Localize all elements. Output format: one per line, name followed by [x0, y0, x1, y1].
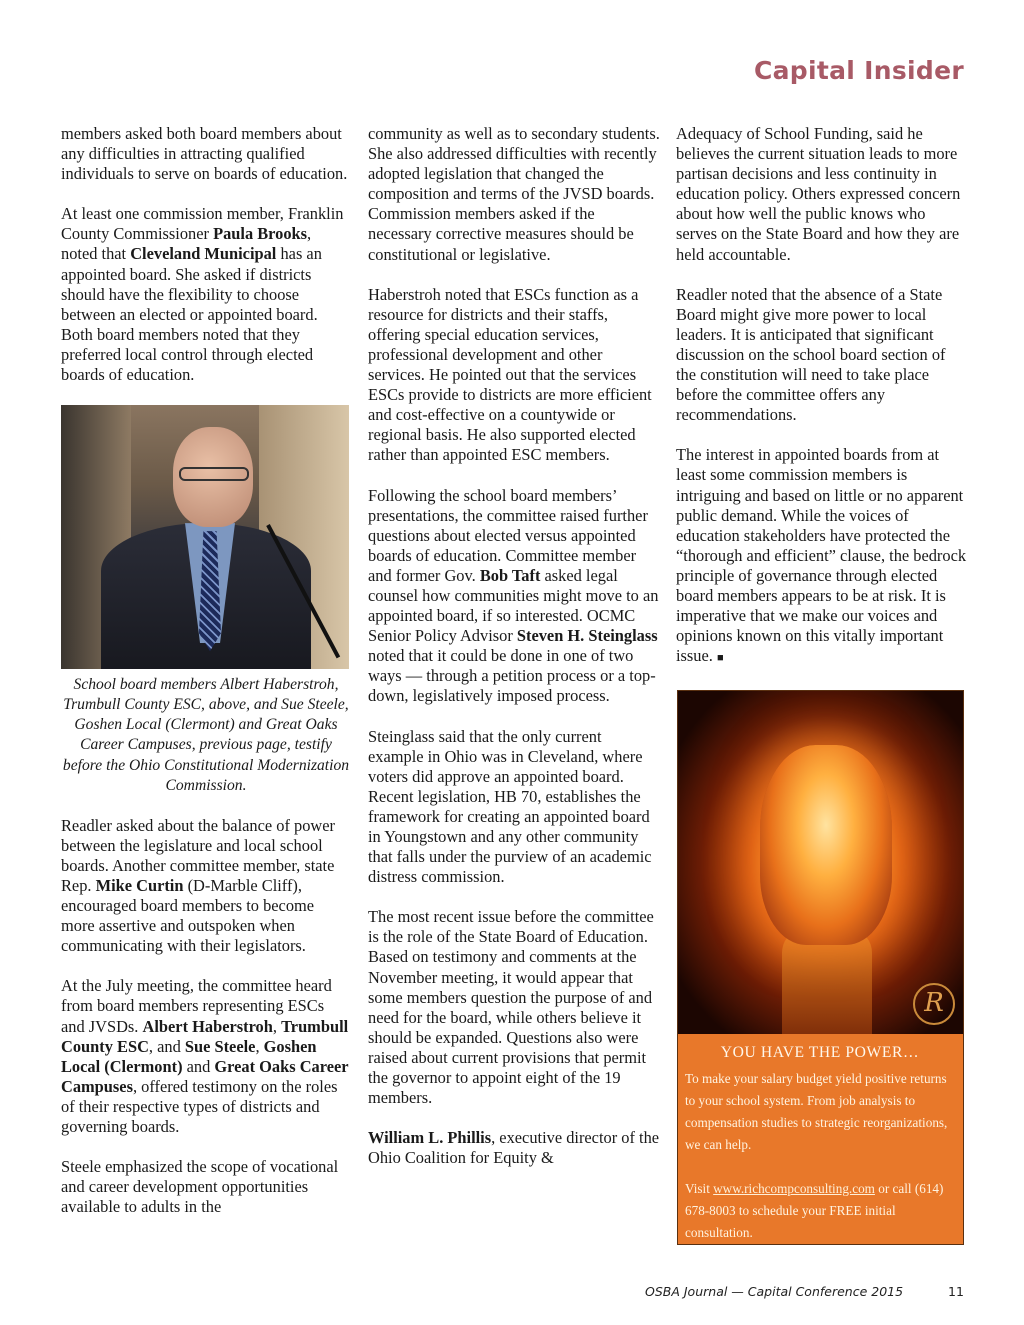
end-mark-icon: ■ — [717, 652, 724, 665]
name-william-phillis: William L. Phillis — [368, 1128, 492, 1148]
ad-headline: YOU HAVE THE POWER… — [720, 1044, 920, 1061]
column-1 — [61, 124, 351, 1237]
name-albert-haberstroh: Albert Haberstroh — [142, 1016, 273, 1036]
paragraph — [61, 204, 351, 385]
text-run: At the July meeting, the committee heard from board members representing ESCs and JVSDs. — [61, 976, 332, 1036]
ad-website-link[interactable]: www.richcompconsulting.com — [713, 1181, 875, 1196]
text-run: The interest in appointed boards from at least some commission members is intriguing and based on little or no apparent public demand. While the voices of education stakeholders have protected the “thorough and efficient” clause, the bedrock principle of governance through elected board members appears to be at risk. It is imperative that we make our voices and opinions known on this vitally important issue. — [676, 445, 967, 666]
name-steven-steinglass: Steven H. Steinglass — [516, 626, 658, 646]
text-run: , noted that — [61, 224, 312, 264]
speaker-photo — [61, 405, 349, 669]
advertisement[interactable] — [677, 690, 964, 1245]
name-paula-brooks: Paula Brooks — [213, 224, 308, 244]
column-3 — [676, 124, 968, 688]
photo-caption: School board members Albert Haberstroh, Trumbull County ESC, above, and Sue Steele, Goshen Local (Clermont) and Great Oaks Career Campuses, previous page, testify before the Ohio Constitutional Modernization Commission. — [62, 676, 350, 794]
text-run: noted that it could be done in one of two ways — through a petition process or a top-down, legislatively imposed process. — [368, 646, 656, 706]
text-run: Visit — [685, 1181, 714, 1196]
journal-footer: OSBA Journal — Capital Conference 2015 — [645, 1284, 904, 1299]
text-run: , and — [148, 1036, 185, 1056]
paragraph — [676, 445, 968, 668]
text-run: , — [272, 1016, 282, 1036]
paragraph — [61, 976, 351, 1137]
fist-icon — [760, 745, 892, 945]
paragraph — [61, 816, 351, 957]
paragraph: Haberstroh noted that ESCs function as a resource for districts and their staffs, offering special education services, professional development and other services. He pointed out that the services ESCs provide to districts are more efficient and cost-effective on a countywide or regional basis. He also supported elected rather than appointed ESC members. — [368, 284, 652, 465]
text-run: , offered testimony on the roles of their respective types of districts and governing boards. — [61, 1076, 338, 1136]
text-run: Following the school board members’ presentations, the committee raised further questions about elected versus appointed boards of education. Committee member and former Gov. — [368, 485, 648, 585]
paragraph: Steele emphasized the scope of vocational and career development opportunities available to adults in the — [61, 1157, 339, 1217]
paragraph: Readler noted that the absence of a State Board might give more power to local leaders. It is anticipated that significant discussion on the school board section of the constitution will need to take place before the committee offers any recommendations. — [676, 284, 946, 425]
ad-text-panel — [678, 1034, 963, 1245]
rich-comp-logo: R — [913, 983, 955, 1025]
text-run: (D-Marble Cliff), encouraged board members to become more assertive and outspoken when communicating with their legislators. — [61, 875, 315, 956]
text-run: , — [255, 1036, 264, 1056]
paragraph: community as well as to secondary students. She also addressed difficulties with recently adopted legislation that changed the composition and terms of the JVSD boards. Commission members asked if the necessary corrective measures should be constitutional or legislative. — [368, 124, 660, 264]
text-run: Readler asked about the balance of power between the legislature and local school boards. Another committee member, state Rep. — [61, 815, 335, 895]
name-great-oaks: Great Oaks Career Campuses — [61, 1056, 349, 1096]
text-run: has an appointed board. She asked if districts should have the flexibility to choose between an elected or appointed board. Both board members noted that they preferred local control through elected boards of education. — [61, 244, 322, 385]
name-goshen-local: Goshen Local (Clermont) — [61, 1036, 317, 1076]
name-mike-curtin: Mike Curtin — [95, 875, 184, 895]
name-trumbull-county-esc: Trumbull County ESC — [61, 1016, 349, 1056]
paragraph — [368, 486, 660, 707]
text-run: or call (614) 678-8003 to schedule your FREE initial consultation. — [685, 1181, 944, 1240]
text-run: asked legal counsel how communities might move to an appointed board, if so interested. OCMC Senior Policy Advisor — [368, 565, 659, 646]
paragraph — [368, 1128, 660, 1168]
paragraph: Adequacy of School Funding, said he believes the current situation leads to more partisan decisions and less continuity in education policy. Others expressed concern about how well the public knows who serves on the State Board and how they are held accountable. — [676, 124, 961, 264]
paragraph: Steinglass said that the only current example in Ohio was in Cleveland, where voters did approve an appointed board. Recent legislation, HB 70, establishes the framework for creating an appointed board in Youngstown and any other community that falls under the purview of an academic distress commission. — [368, 726, 652, 887]
text-run: , executive director of the Ohio Coalition for Equity & — [368, 1128, 660, 1168]
section-title: Capital Insider — [753, 56, 964, 85]
paragraph: The most recent issue before the committee is the role of the State Board of Education. Based on testimony and comments at the November meeting, it would appear that some members question the purpose of and need for the board, while others believe it should be expanded. Questions also were raised about current provisions that permit the governor to appoint eight of the 19 members. — [368, 907, 654, 1108]
column-2 — [368, 124, 660, 1188]
ad-visit — [685, 1178, 955, 1244]
text-run: At least one commission member, Franklin County Commissioner — [61, 204, 344, 244]
ad-body: To make your salary budget yield positive returns to your school system. From job analysis to compensation studies to strategic reorganizations, we can help. — [685, 1071, 948, 1152]
name-cleveland-municipal: Cleveland Municipal — [130, 244, 277, 264]
arm-image — [782, 931, 872, 1041]
paragraph: members asked both board members about any difficulties in attracting qualified individuals to serve on boards of education. — [61, 124, 348, 184]
name-sue-steele: Sue Steele — [184, 1036, 256, 1056]
text-run: and — [182, 1056, 215, 1076]
name-bob-taft: Bob Taft — [479, 565, 541, 585]
page-number: 11 — [948, 1284, 964, 1299]
